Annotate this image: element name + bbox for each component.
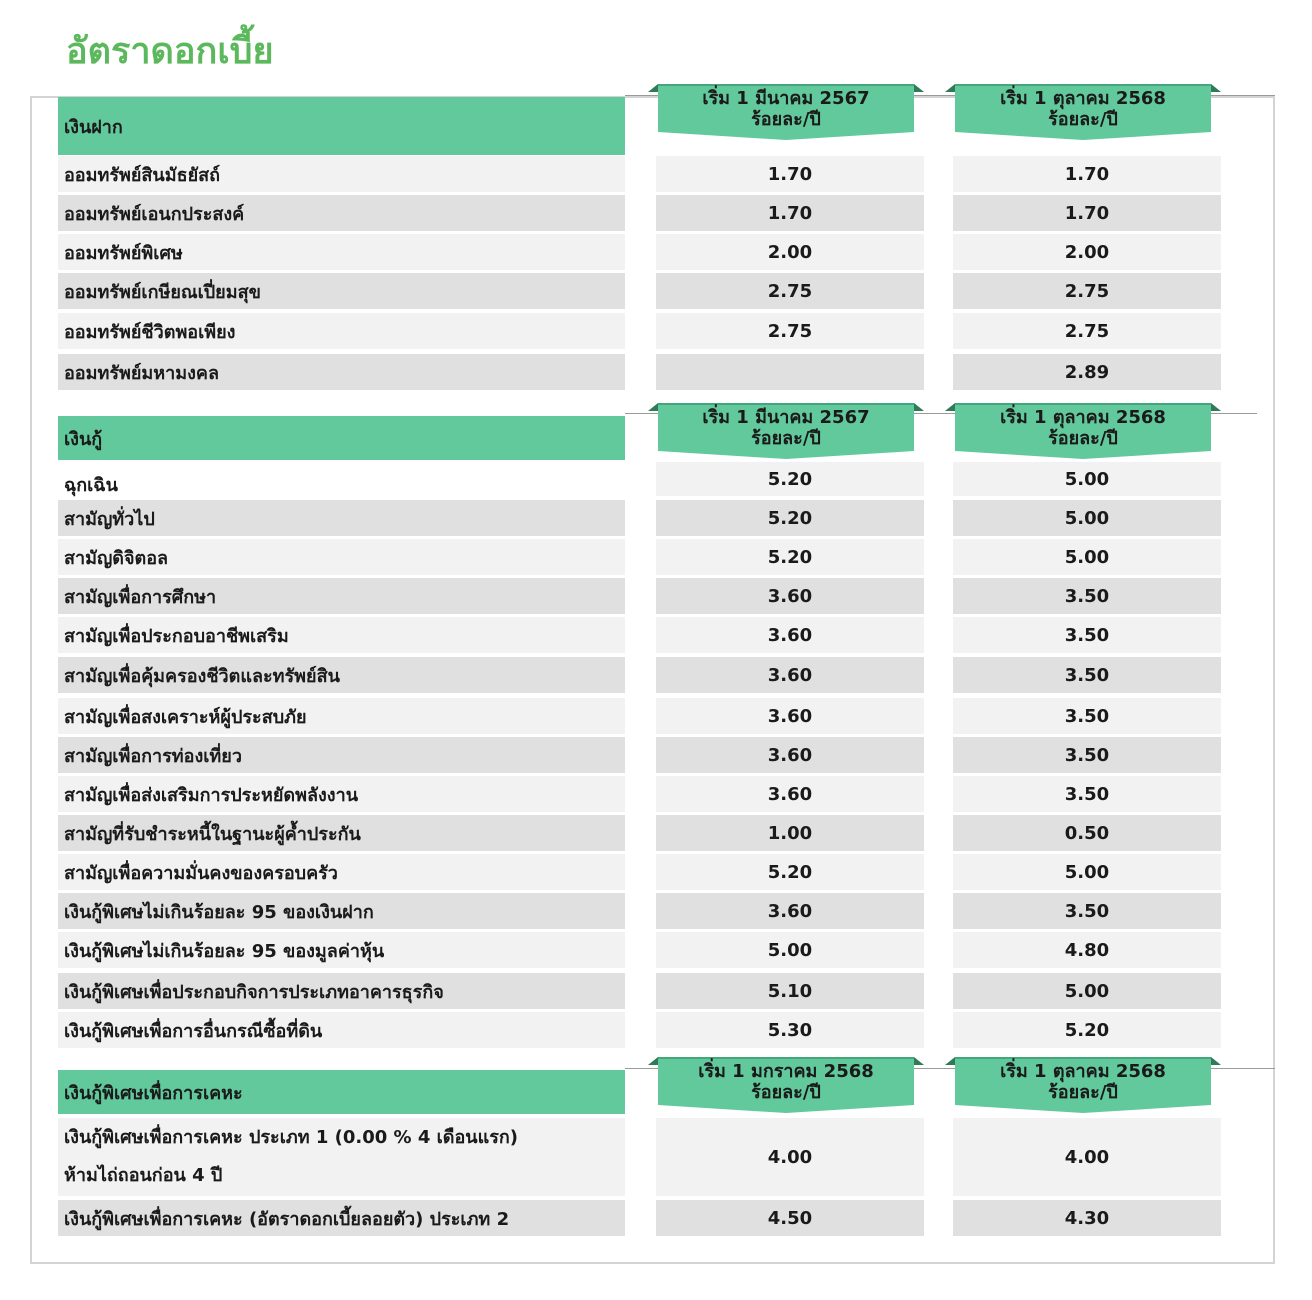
rate-col2: 5.00 (953, 500, 1221, 536)
rate-col1: 2.75 (656, 313, 924, 349)
rate-col1: 5.20 (656, 854, 924, 890)
rate-col2: 3.50 (953, 657, 1221, 693)
table-row (0, 854, 1312, 890)
row-label: ออมทรัพย์มหามงคล (58, 354, 625, 390)
rate-col1: 3.60 (656, 737, 924, 773)
housing-col1-date: เริ่ม 1 มกราคม 2568 (698, 1061, 874, 1082)
rate-col1: 4.50 (656, 1200, 924, 1236)
deposit-section-header: เงินฝาก (58, 97, 625, 155)
rate-col2: 5.00 (953, 539, 1221, 575)
deposit-col1-date: เริ่ม 1 มีนาคม 2567 (702, 88, 870, 109)
table-row (0, 776, 1312, 812)
rate-col2: 1.70 (953, 156, 1221, 192)
row-label: สามัญที่รับชำระหนี้ในฐานะผู้ค้ำประกัน (58, 815, 625, 851)
table-row (0, 657, 1312, 693)
table-row (0, 273, 1312, 309)
deposit-col2-date: เริ่ม 1 ตุลาคม 2568 (1000, 88, 1166, 109)
row-label: เงินกู้พิเศษไม่เกินร้อยละ 95 ของมูลค่าหุ้น (58, 932, 625, 968)
rate-col2: 5.00 (953, 973, 1221, 1009)
housing-col2-date: เริ่ม 1 ตุลาคม 2568 (1000, 1061, 1166, 1082)
table-row (0, 313, 1312, 349)
row-label: สามัญดิจิตอล (58, 539, 625, 575)
rate-col1: 2.00 (656, 234, 924, 270)
row-label: ออมทรัพย์สินมัธยัสถ์ (58, 156, 625, 192)
rate-col2: 2.75 (953, 313, 1221, 349)
rate-col1: 5.00 (656, 932, 924, 968)
rate-col1: 3.60 (656, 617, 924, 653)
rate-col1: 2.75 (656, 273, 924, 309)
table-row (0, 737, 1312, 773)
rate-col2: 2.75 (953, 273, 1221, 309)
row-label: ออมทรัพย์พิเศษ (58, 234, 625, 270)
table-row (0, 932, 1312, 968)
rate-col1: 5.30 (656, 1012, 924, 1048)
loan-col1-date: เริ่ม 1 มีนาคม 2567 (702, 407, 870, 428)
rate-col2: 3.50 (953, 698, 1221, 734)
table-row (0, 815, 1312, 851)
housing-col1-unit: ร้อยละ/ปี (751, 1082, 821, 1103)
table-row (0, 698, 1312, 734)
table-row (0, 1200, 1312, 1236)
table-row (0, 539, 1312, 575)
loan-col2-date: เริ่ม 1 ตุลาคม 2568 (1000, 407, 1166, 428)
rate-col2: 2.00 (953, 234, 1221, 270)
rate-col1: 5.20 (656, 539, 924, 575)
row-label: สามัญเพื่อการท่องเที่ยว (58, 737, 625, 773)
table-row (0, 234, 1312, 270)
housing-col1-ribbon (648, 1057, 924, 1112)
rate-col1: 3.60 (656, 657, 924, 693)
row-label: สามัญเพื่อคุ้มครองชีวิตและทรัพย์สิน (58, 657, 625, 693)
row-label: เงินกู้พิเศษเพื่อการอื่นกรณีซื้อที่ดิน (58, 1012, 625, 1048)
rate-col2: 3.50 (953, 893, 1221, 929)
table-row (0, 1012, 1312, 1048)
rate-col2: 0.50 (953, 815, 1221, 851)
row-label: สามัญเพื่อส่งเสริมการประหยัดพลังงาน (58, 776, 625, 812)
rate-col1: 5.20 (656, 462, 924, 496)
rate-col2: 5.00 (953, 854, 1221, 890)
table-row (0, 354, 1312, 390)
row-label-line1: เงินกู้พิเศษเพื่อการเคหะ ประเภท 1 (0.00 % 4 เดือนแรก) (64, 1127, 518, 1148)
row-label: เงินกู้พิเศษเพื่อประกอบกิจการประเภทอาคารธุรกิจ (58, 973, 625, 1009)
rate-col1 (656, 354, 924, 390)
rate-col1: 5.10 (656, 973, 924, 1009)
rate-col1: 3.60 (656, 698, 924, 734)
housing-section-header: เงินกู้พิเศษเพื่อการเคหะ (58, 1070, 625, 1114)
rate-col1: 3.60 (656, 578, 924, 614)
housing-col2-ribbon (945, 1057, 1221, 1112)
rate-col1: 1.70 (656, 156, 924, 192)
rate-col2: 3.50 (953, 617, 1221, 653)
rate-col1: 1.00 (656, 815, 924, 851)
housing-col2-unit: ร้อยละ/ปี (1048, 1082, 1118, 1103)
table-row (0, 578, 1312, 614)
table-row (0, 156, 1312, 192)
table-row (0, 973, 1312, 1009)
deposit-col1-unit: ร้อยละ/ปี (751, 109, 821, 130)
rate-col1: 5.20 (656, 500, 924, 536)
loan-col2-unit: ร้อยละ/ปี (1048, 428, 1118, 449)
rate-col2: 4.30 (953, 1200, 1221, 1236)
table-row (0, 500, 1312, 536)
row-label: ฉุกเฉิน (58, 466, 625, 502)
row-label: สามัญทั่วไป (58, 500, 625, 536)
loan-col1-ribbon (648, 403, 924, 458)
deposit-col2-ribbon (945, 84, 1221, 139)
table-row (0, 195, 1312, 231)
row-label: ออมทรัพย์ชีวิตพอเพียง (58, 313, 625, 349)
rate-col2: 5.00 (953, 462, 1221, 496)
table-row (0, 1118, 1312, 1196)
row-label: ออมทรัพย์เอนกประสงค์ (58, 195, 625, 231)
rate-col2: 4.00 (953, 1118, 1221, 1196)
rate-col1: 3.60 (656, 893, 924, 929)
rate-col2: 1.70 (953, 195, 1221, 231)
rate-col2: 4.80 (953, 932, 1221, 968)
row-label (58, 1118, 625, 1196)
row-label: สามัญเพื่อประกอบอาชีพเสริม (58, 617, 625, 653)
row-label-line2: ห้ามไถ่ถอนก่อน 4 ปี (64, 1165, 223, 1186)
deposit-col2-unit: ร้อยละ/ปี (1048, 109, 1118, 130)
rate-col2: 3.50 (953, 737, 1221, 773)
loan-col1-unit: ร้อยละ/ปี (751, 428, 821, 449)
rate-col2: 5.20 (953, 1012, 1221, 1048)
row-label: เงินกู้พิเศษเพื่อการเคหะ (อัตราดอกเบี้ยลอยตัว) ประเภท 2 (58, 1200, 625, 1236)
rate-col1: 4.00 (656, 1118, 924, 1196)
row-label: สามัญเพื่อการศึกษา (58, 578, 625, 614)
rate-col2: 2.89 (953, 354, 1221, 390)
rate-col1: 1.70 (656, 195, 924, 231)
row-label: เงินกู้พิเศษไม่เกินร้อยละ 95 ของเงินฝาก (58, 893, 625, 929)
rate-col1: 3.60 (656, 776, 924, 812)
row-label: สามัญเพื่อสงเคราะห์ผู้ประสบภัย (58, 698, 625, 734)
page-title: อัตราดอกเบี้ย (66, 31, 274, 72)
deposit-col1-ribbon (648, 84, 924, 139)
row-label: สามัญเพื่อความมั่นคงของครอบครัว (58, 854, 625, 890)
loan-col2-ribbon (945, 403, 1221, 458)
loan-section-header: เงินกู้ (58, 416, 625, 460)
row-label: ออมทรัพย์เกษียณเปี่ยมสุข (58, 273, 625, 309)
table-row (0, 462, 1312, 498)
rate-col2: 3.50 (953, 776, 1221, 812)
table-row (0, 893, 1312, 929)
rate-col2: 3.50 (953, 578, 1221, 614)
table-row (0, 617, 1312, 653)
